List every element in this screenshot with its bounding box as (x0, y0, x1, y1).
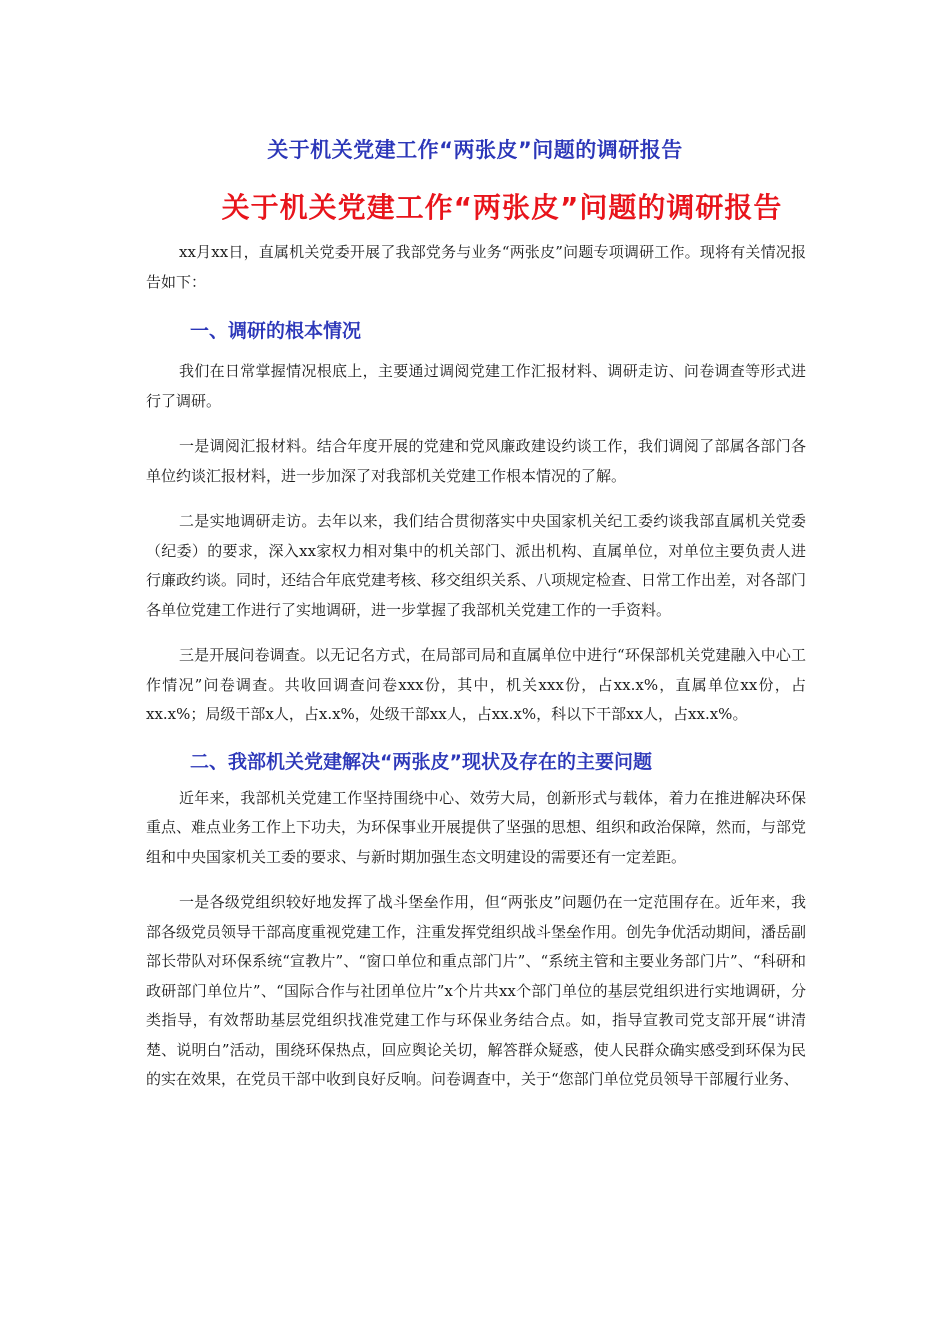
section-heading-2: 二、我部机关党建解决“两张皮”现状及存在的主要问题 (190, 750, 652, 773)
section2-paragraph: 近年来，我部机关党建工作坚持围绕中心、效劳大局，创新形式与载体，着力在推进解决环保重点、难点业务工作上下功夫，为环保事业开展提供了坚强的思想、组织和政治保障，然而，与部党组和中央国家机关工委的要求、与新时期加强生态文明建设的需要还有一定差距。 (146, 788, 807, 866)
section1-paragraph: 一是调阅汇报材料。结合年度开展的党建和党风廉政建设约谈工作，我们调阅了部属各部门各单位约谈汇报材料，进一步加深了对我部机关党建工作根本情况的了解。 (146, 437, 806, 485)
section1-paragraph: 二是实地调研走访。去年以来，我们结合贯彻落实中央国家机关纪工委约谈我部直属机关党委（纪委）的要求，深入xx家权力相对集中的机关部门、派出机构、直属单位，对单位主要负责人进行廉政约谈。同时，还结合年底党建考核、移交组织关系、八项规定检查、日常工作出差，对各部门各单位党建工作进行了实地调研，进一步掌握了我部机关党建工作的一手资料。 (146, 512, 807, 619)
intro-paragraph: xx月xx日，直属机关党委开展了我部党务与业务“两张皮”问题专项调研工作。现将有关情况报告如下： (146, 243, 806, 291)
section1-paragraph: 三是开展问卷调查。以无记名方式，在局部司局和直属单位中进行“环保部机关党建融入中心工作情况”问卷调查。共收回调查问卷xxx份，其中，机关xxx份，占xx.x%，直属单位xx份，占xx.x%；局级干部x人，占x.x%，处级干部xx人，占xx.x%，科以下干部xx人，占xx.x%。 (146, 646, 806, 723)
document-body (146, 238, 806, 1095)
document-main-title: 关于机关党建工作“两张皮”问题的调研报告 (221, 191, 783, 224)
section1-paragraph: 我们在日常掌握情况根底上，主要通过调阅党建工作汇报材料、调研走访、问卷调查等形式进行了调研。 (146, 362, 806, 410)
section-heading-1: 一、调研的根本情况 (190, 320, 362, 342)
document-header-title: 关于机关党建工作“两张皮”问题的调研报告 (267, 138, 683, 162)
section2-paragraph: 一是各级党组织较好地发挥了战斗堡垒作用，但“两张皮”问题仍在一定范围存在。近年来，我部各级党员领导干部高度重视党建工作，注重发挥党组织战斗堡垒作用。创先争优活动期间，潘岳副部长带队对环保系统“宣教片”、“窗口单位和重点部门片”、“系统主管和主要业务部门片”、“科研和政研部门单位片”、“国际合作与社团单位片”x个片共xx个部门单位的基层党组织进行实地调研，分类指导，有效帮助基层党组织找准党建工作与环保业务结合点。如，指导宣教司党支部开展“讲清楚、说明白”活动，围绕环保热点，回应舆论关切，解答群众疑惑，使人民群众确实感受到环保为民的实在效果，在党员干部中收到良好反响。问卷调查中，关于“您部门单位党员领导干部履行业务、 (146, 893, 807, 1088)
